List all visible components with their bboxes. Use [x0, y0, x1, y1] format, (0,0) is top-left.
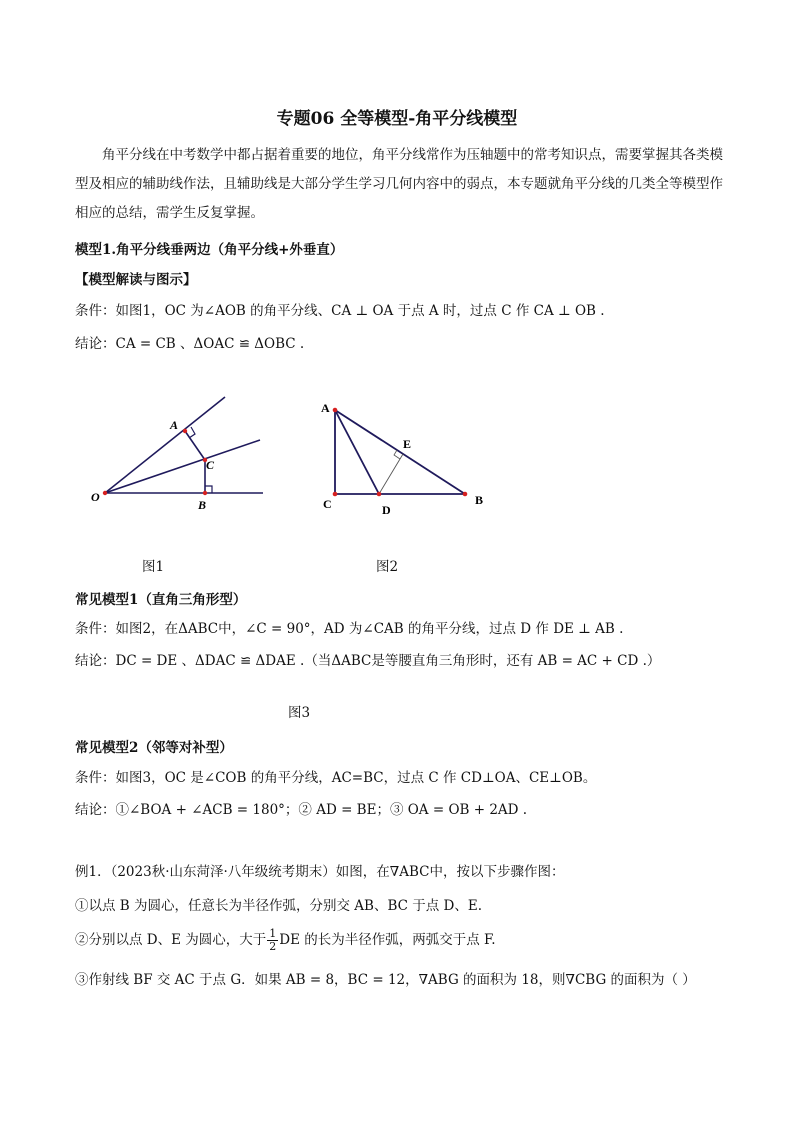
label-c: C — [323, 497, 332, 511]
common1-condition: 条件：如图2，在ΔABC中，∠C = 90°，AD 为∠CAB 的角平分线，过点 D 作 DE ⊥ AB . — [75, 621, 624, 637]
label-o: O — [91, 490, 100, 504]
point-a — [183, 429, 187, 433]
segment-ab — [335, 410, 465, 494]
example1-step3: ③作射线 BF 交 AC 于点 G．如果 AB = 8，BC = 12，∇ABG 的面积为 18，则∇CBG 的面积为（ ） — [75, 972, 696, 988]
intro-paragraph: 角平分线在中考数学中都占据着重要的地位，角平分线常作为压轴题中的常考知识点，需要掌握其各类模型及相应的辅助线作法，且辅助线是大部分学生学习几何内容中的弱点，本专题就角平分线的几类全等模型作相应的总结，需学生反复掌握。 — [75, 147, 723, 221]
label-b: B — [198, 498, 207, 512]
point-c — [333, 492, 338, 497]
model1-conclusion: 结论：CA = CB 、ΔOAC ≌ ΔOBC . — [75, 336, 305, 352]
fig1-caption: 图1 — [142, 559, 165, 575]
common2-conclusion: 结论：①∠BOA + ∠ACB = 180°；② AD = BE；③ OA = OB + 2AD . — [75, 802, 528, 818]
common2-condition: 条件：如图3，OC 是∠COB 的角平分线，AC=BC，过点 C 作 CD⊥OA、CE⊥OB。 — [75, 770, 597, 786]
label-a: A — [321, 401, 330, 415]
ray-oa — [105, 397, 225, 493]
page-title: 专题06 全等模型-角平分线模型 — [276, 109, 518, 129]
fig3-caption: 图3 — [288, 705, 311, 721]
common1-heading: 常见模型1（直角三角形型） — [75, 592, 247, 608]
right-angle-a — [189, 427, 195, 438]
point-b — [463, 492, 468, 497]
model1-heading: 模型1.角平分线垂两边（角平分线+外垂直） — [75, 242, 344, 258]
segment-ca — [185, 431, 205, 460]
label-b: B — [475, 493, 484, 507]
step2-post: DE 的长为半径作弧，两弧交于点 F. — [279, 932, 496, 948]
ray-oc — [105, 440, 260, 493]
example1-intro: 例1．（2023秋·山东菏泽·八年级统考期末）如图，在∇ABC中，按以下步骤作图： — [75, 864, 565, 880]
example1-step1: ①以点 B 为圆心，任意长为半径作弧，分别交 AB、BC 于点 D、E. — [75, 898, 483, 914]
label-e: E — [403, 437, 412, 451]
example1-step2 — [75, 927, 496, 953]
point-d — [377, 492, 382, 497]
point-o — [103, 491, 107, 495]
common2-heading: 常见模型2（邻等对补型） — [75, 740, 233, 756]
fraction-numerator: 1 — [269, 927, 277, 940]
label-d: D — [382, 503, 391, 517]
model-intro-heading: 【模型解读与图示】 — [75, 272, 197, 288]
figure-2 — [315, 395, 495, 520]
label-a: A — [170, 418, 179, 432]
point-a — [333, 408, 338, 413]
fraction-denominator: 2 — [269, 940, 277, 953]
fig2-caption: 图2 — [376, 559, 399, 575]
step2-pre: ②分别以点 D、E 为圆心，大于 — [75, 932, 267, 948]
model1-condition: 条件：如图1，OC 为∠AOB 的角平分线、CA ⊥ OA 于点 A 时，过点 C 作 CA ⊥ OB . — [75, 303, 605, 319]
figure-1 — [85, 385, 275, 515]
segment-de — [379, 454, 403, 494]
segment-ad — [335, 410, 379, 494]
fraction-one-half — [267, 928, 278, 953]
label-c: C — [206, 458, 215, 472]
point-b — [203, 491, 207, 495]
common1-conclusion: 结论：DC = DE 、ΔDAC ≌ ΔDAE .（当ΔABC是等腰直角三角形时，还有 AB = AC + CD .） — [75, 653, 661, 669]
